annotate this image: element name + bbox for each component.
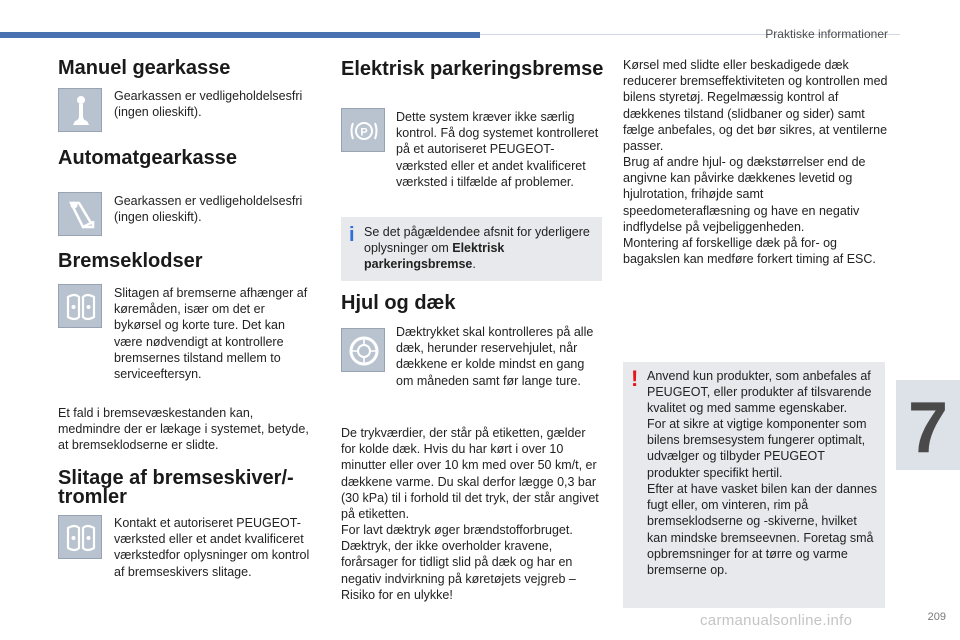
warning-text-1: Anvend kun produkter, som anbefales af PEUGEOT, eller produkter af tilsvarende kvalitet og med samme egenskaber. bbox=[647, 369, 872, 416]
heading-automatic-gearbox: Automatgearkasse bbox=[58, 147, 237, 169]
info-text bbox=[364, 224, 592, 273]
section-label: Praktiske informationer bbox=[765, 27, 888, 41]
page-number: 209 bbox=[927, 611, 946, 623]
warning-text-2: For at sikre at vigtige komponenter som bilens bremsesystem fungerer optimalt, udvælger og tilbyder PEUGEOT produkter specifikt hertil. bbox=[647, 417, 867, 480]
brake-pads-icon bbox=[58, 284, 102, 328]
manual-gearbox-text: Gearkassen er vedligeholdelsesfri (ingen olieskift). bbox=[114, 89, 303, 120]
heading-disc-wear-line2: tromler bbox=[58, 486, 127, 508]
heading-manual-gearbox: Manuel gearkasse bbox=[58, 57, 231, 79]
tyre-icon bbox=[341, 328, 385, 372]
chapter-number: 7 bbox=[907, 388, 949, 468]
heading-wheels-tyres: Hjul og dæk bbox=[341, 292, 456, 314]
automatic-gearbox-text: Gearkassen er vedligeholdelsesfri (ingen olieskift). bbox=[114, 194, 303, 225]
heading-electric-parking-brake: Elektrisk parkeringsbremse bbox=[341, 58, 604, 80]
manual-gearbox-icon bbox=[58, 88, 102, 132]
watermark: carmanualsonline.info bbox=[700, 612, 853, 629]
info-text-lead: Se det pågældendee afsnit for yderligere oplysninger om bbox=[364, 225, 590, 256]
axle-tyres-text: Montering af forskellige dæk på for- og bagakslen kan medføre forkert timing af ESC. bbox=[623, 236, 876, 267]
low-pressure-text: For lavt dæktryk øger brændstofforbruget. Dæktryk, der ikke overholder kravene, forårsager for tidligt slid på dæk og har en negativ indvirkning på køretøjets vejgreb – Risiko for en ulykke! bbox=[341, 523, 576, 602]
heading-brake-pads: Bremseklodser bbox=[58, 250, 203, 272]
brake-fluid-note: Et fald i bremsevæskestanden kan, medmindre der er lækage i systemet, betyde, at bremseklodserne er slidte. bbox=[58, 406, 309, 453]
heading-disc-wear-line1: Slitage af bremseskiver/- bbox=[58, 467, 294, 489]
info-text-end: . bbox=[472, 257, 476, 272]
brake-disc-text: Kontakt et autoriseret PEUGEOT-værksted eller et andet kvalificeret værkstedfor oplysninger om kontrol af bremseskivers slitage. bbox=[114, 516, 310, 579]
brake-pads-text: Slitagen af bremserne afhænger af køremåden, især om det er bykørsel og korte ture. Det kan være nødvendigt at kontrollere bremsernes tilstand mellem to serviceeftersyn. bbox=[114, 286, 308, 382]
info-text-bold: Elektrisk parkeringsbremse bbox=[364, 241, 505, 272]
parking-brake-icon bbox=[341, 108, 385, 152]
svg-text:P: P bbox=[360, 126, 368, 139]
worn-tyres-text: Kørsel med slidte eller beskadigede dæk reducerer bremseffektiviteten og kontrollen med bilens styretøj. Regelmæssig kontrol af dækkenes tilstand (slidbaner og sider) samt fælge anbefales, og det bør sikres, at ventilerne passer. bbox=[623, 58, 888, 154]
tyre-sizes-text: Brug af andre hjul- og dækstørrelser end de angivne kan påvirke dækkenes levetid og hjulrotation, frihøjde samt speedometeraflæsning og have en negativ indflydelse på vejbeliggenheden. bbox=[623, 155, 866, 234]
header-accent-bar bbox=[0, 32, 480, 38]
automatic-gearbox-icon bbox=[58, 192, 102, 236]
parking-brake-text: Dette system kræver ikke særlig kontrol. Få dog systemet kontrolleret på et autoriseret PEUGEOT-værksted eller et andet kvalificeret værksted i tilfælde af problemer. bbox=[396, 110, 599, 189]
info-icon: i bbox=[349, 224, 355, 246]
tyre-text: Dæktrykket skal kontrolleres på alle dæk, herunder reservehjulet, når dækkene er kolde mindst en gang om måneden samt før lange ture. bbox=[396, 325, 594, 388]
warning-icon: ! bbox=[631, 366, 639, 391]
brake-disc-icon bbox=[58, 515, 102, 559]
warning-text-3: Efter at have vasket bilen kan der dannes fugt eller, om vinteren, rim på bremseklodserne og -skiverne, hvilket kan mindske bremseevnen. Foretag små opbremsninger for at tørre og varme bremserne op. bbox=[647, 482, 878, 578]
tyre-pressure-text: De trykværdier, der står på etiketten, gælder for kolde dæk. Hvis du har kørt i over 10 minutter eller over 10 km med over 50 km/t, er dækkene varme. Du skal derfor lægge 0,3 bar (30 kPa) til i forhold til det tryk, der står angivet på etiketten. bbox=[341, 426, 599, 522]
